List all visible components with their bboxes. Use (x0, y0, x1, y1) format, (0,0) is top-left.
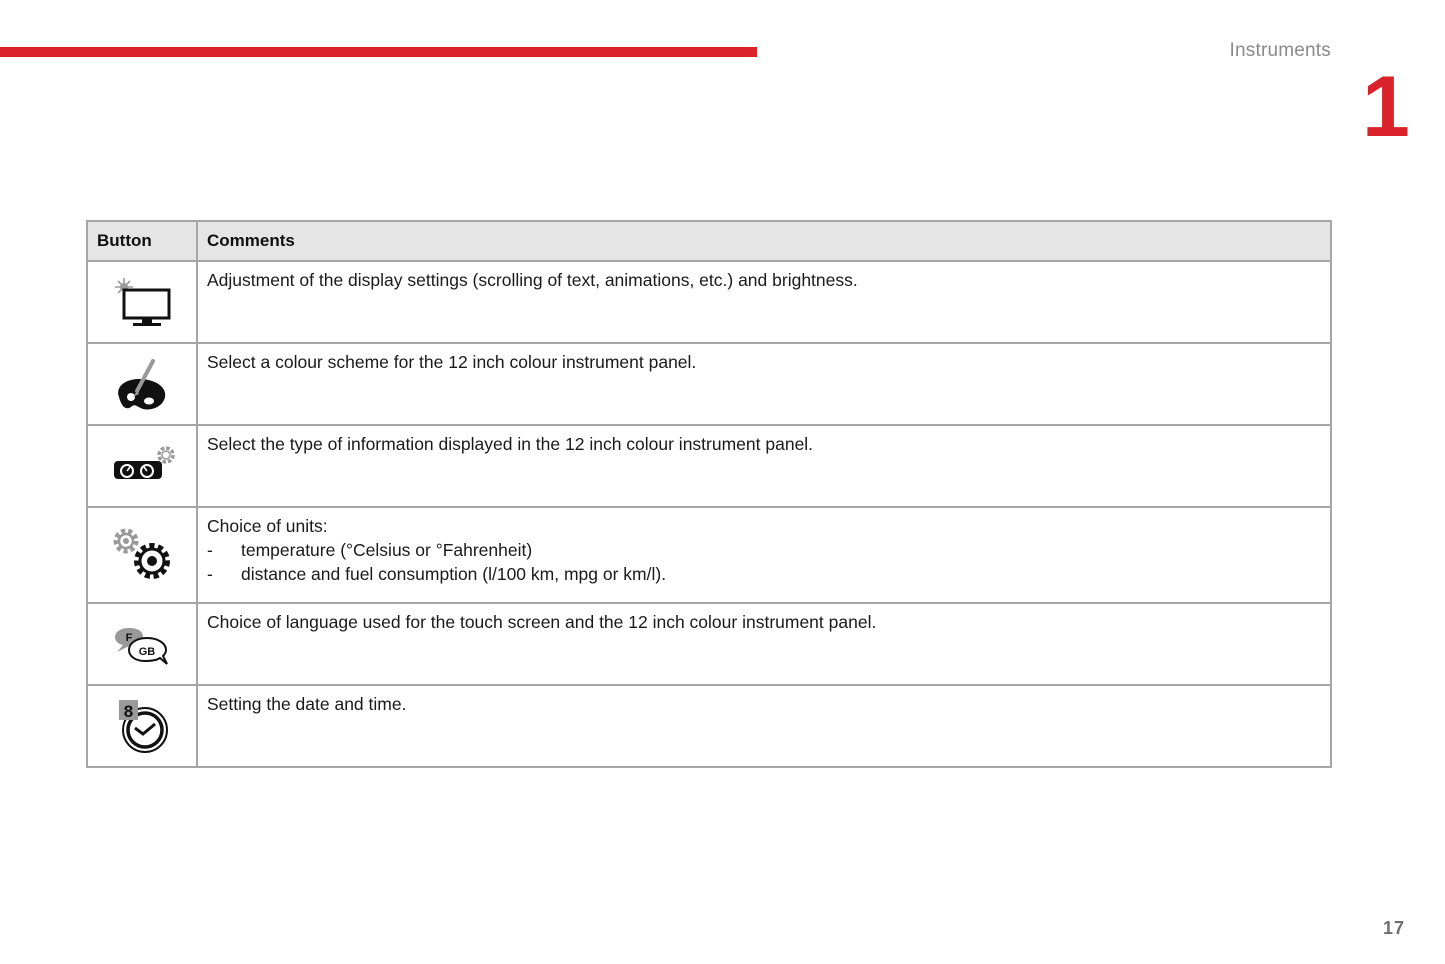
bullet-dash: - (207, 540, 213, 560)
column-header-comments: Comments (197, 221, 1331, 261)
settings-table (86, 220, 1332, 768)
header-red-bar (0, 47, 757, 57)
table-row (87, 261, 1331, 343)
button-cell (87, 425, 197, 507)
table-header-row (87, 221, 1331, 261)
table-row (87, 425, 1331, 507)
language-label-gb: GB (138, 646, 156, 658)
list-item (207, 562, 1321, 586)
section-title: Instruments (1229, 40, 1331, 61)
language-bubbles-icon (107, 614, 177, 674)
bullet-text: distance and fuel consumption (l/100 km, mpg or km/l). (241, 564, 667, 584)
comment-cell (197, 507, 1331, 603)
list-item (207, 538, 1321, 562)
comment-cell: Choice of language used for the touch screen and the 12 inch colour instrument panel. (197, 603, 1331, 685)
comment-cell: Adjustment of the display settings (scrolling of text, animations, etc.) and brightness. (197, 261, 1331, 343)
display-brightness-icon (107, 272, 177, 332)
button-cell (87, 261, 197, 343)
instrument-panel-settings-icon (106, 441, 178, 491)
table-row (87, 685, 1331, 767)
column-header-button: Button (87, 221, 197, 261)
comment-cell: Select the type of information displayed in the 12 inch colour instrument panel. (197, 425, 1331, 507)
date-time-icon (107, 694, 177, 758)
chapter-number: 1 (1362, 59, 1410, 155)
units-intro: Choice of units: (207, 516, 328, 536)
button-cell (87, 507, 197, 603)
bullet-text: temperature (°Celsius or °Fahrenheit) (241, 540, 533, 560)
units-gears-icon (106, 523, 178, 587)
table-row (87, 343, 1331, 425)
comment-cell: Select a colour scheme for the 12 inch colour instrument panel. (197, 343, 1331, 425)
button-cell (87, 603, 197, 685)
button-cell (87, 343, 197, 425)
table-row (87, 507, 1331, 603)
comment-cell: Setting the date and time. (197, 685, 1331, 767)
bullet-dash: - (207, 564, 213, 584)
table-row (87, 603, 1331, 685)
colour-palette-icon (107, 351, 177, 417)
button-cell (87, 685, 197, 767)
language-label-f: F (125, 632, 133, 644)
calendar-day-label: 8 (123, 702, 134, 721)
page-number: 17 (1382, 918, 1405, 938)
